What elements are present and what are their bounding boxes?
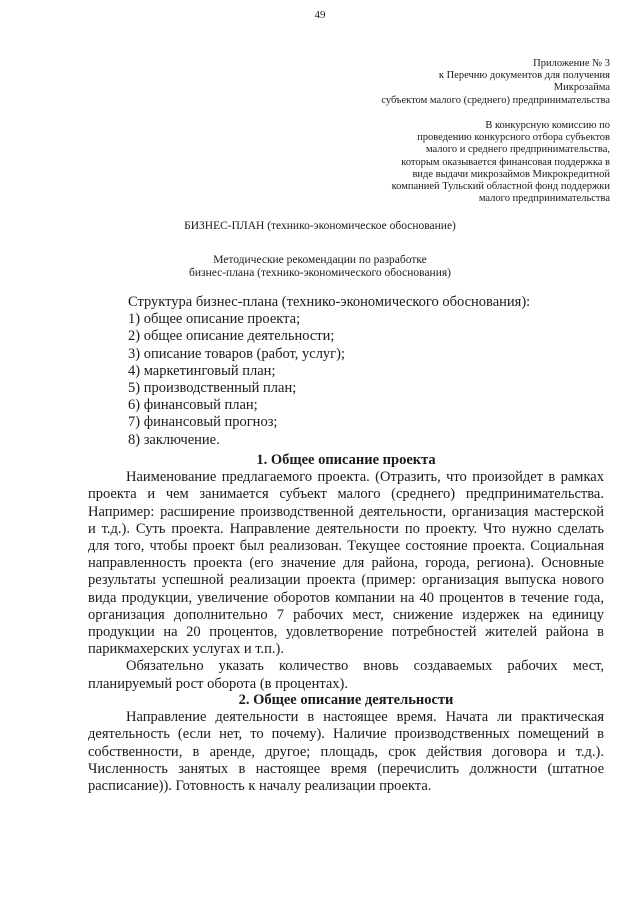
commission-line: В конкурсную комиссию по: [485, 120, 610, 131]
commission-line: проведению конкурсного отбора субъектов: [417, 132, 610, 144]
structure-item: 7) финансовый прогноз;: [128, 414, 278, 431]
commission-line: которым оказывается финансовая поддержка в: [401, 156, 610, 168]
annex-line: к Перечню документов для получения: [438, 70, 610, 82]
commission-line: малого предпринимательства: [478, 193, 610, 205]
structure-item: 5) производственный план;: [128, 380, 297, 397]
paragraph: Наименование предлагаемого проекта. (Отразить, что произойдет в рамках проекта и чем занимается субъект малого (среднего) предпринимательства. Например: расширение производственной деятельности, организация мастерской и т.д.). Суть проекта. Направление деятельности по проекту. Что нужно сделать для того, чтобы проект был реализован. Текущее состояние проекта. Социальная направленность проекта (его значение для района, города, региона). Основные результаты успешной реализации проекта (пример: организация выпуска нового вида продукции, увеличение оборотов компании на 40 процентов в течение года, организация дополнительно 7 рабочих мест, снижение издержек на единицу продукции на 20 процентов, удовлетворение потребностей жителей района в парикмахерских услугах и т.п.).: [88, 469, 604, 658]
commission-line: виде выдачи микрозаймов Микрокредитной: [412, 168, 610, 180]
paragraph: Обязательно указать количество вновь создаваемых рабочих мест, планируемый рост оборота (в процентах).: [88, 658, 604, 692]
structure-item: 4) маркетинговый план;: [128, 362, 276, 379]
annex-line: Приложение № 3: [533, 58, 610, 69]
commission-line: компанией Тульский областной фонд поддержки: [391, 181, 610, 193]
section-project-description: [88, 452, 604, 693]
methodology-title: [0, 254, 640, 280]
section-heading: 2. Общее описание деятельности: [238, 692, 454, 708]
methodology-title-line: бизнес-плана (технико-экономического обоснования): [189, 267, 451, 279]
commission-line: малого и среднего предпринимательства,: [425, 144, 610, 156]
section-heading: 1. Общее описание проекта: [256, 452, 436, 468]
structure-item: 6) финансовый план;: [128, 397, 258, 414]
structure-item: 8) заключение.: [128, 431, 220, 448]
structure-item: 2) общее описание деятельности;: [128, 328, 335, 345]
section-activity-description: [88, 692, 604, 795]
paragraph: Направление деятельности в настоящее время. Начата ли практическая деятельность (если нет, то почему). Наличие производственных помещений в собственности, в аренде, другое; площадь, срок действия договора и т.д.). Численность занятых в настоящее время (перечислить должности (штатное расписание)). Готовность к началу реализации проекта.: [88, 709, 604, 795]
structure-heading: Структура бизнес-плана (технико-экономического обоснования):: [128, 294, 531, 310]
annex-line: субъектом малого (среднего) предпринимательства: [381, 94, 610, 106]
page-number: 49: [314, 9, 326, 21]
document-title: БИЗНЕС-ПЛАН (технико-экономическое обоснование): [184, 220, 456, 232]
structure-item: 3) описание товаров (работ, услуг);: [128, 345, 345, 362]
annex-header: [381, 58, 610, 107]
structure-list: [128, 294, 530, 449]
annex-line: Микрозайма: [553, 82, 610, 94]
commission-addressee: [392, 120, 610, 205]
methodology-title-line: Методические рекомендации по разработке: [213, 254, 427, 266]
structure-item: 1) общее описание проекта;: [128, 311, 301, 328]
